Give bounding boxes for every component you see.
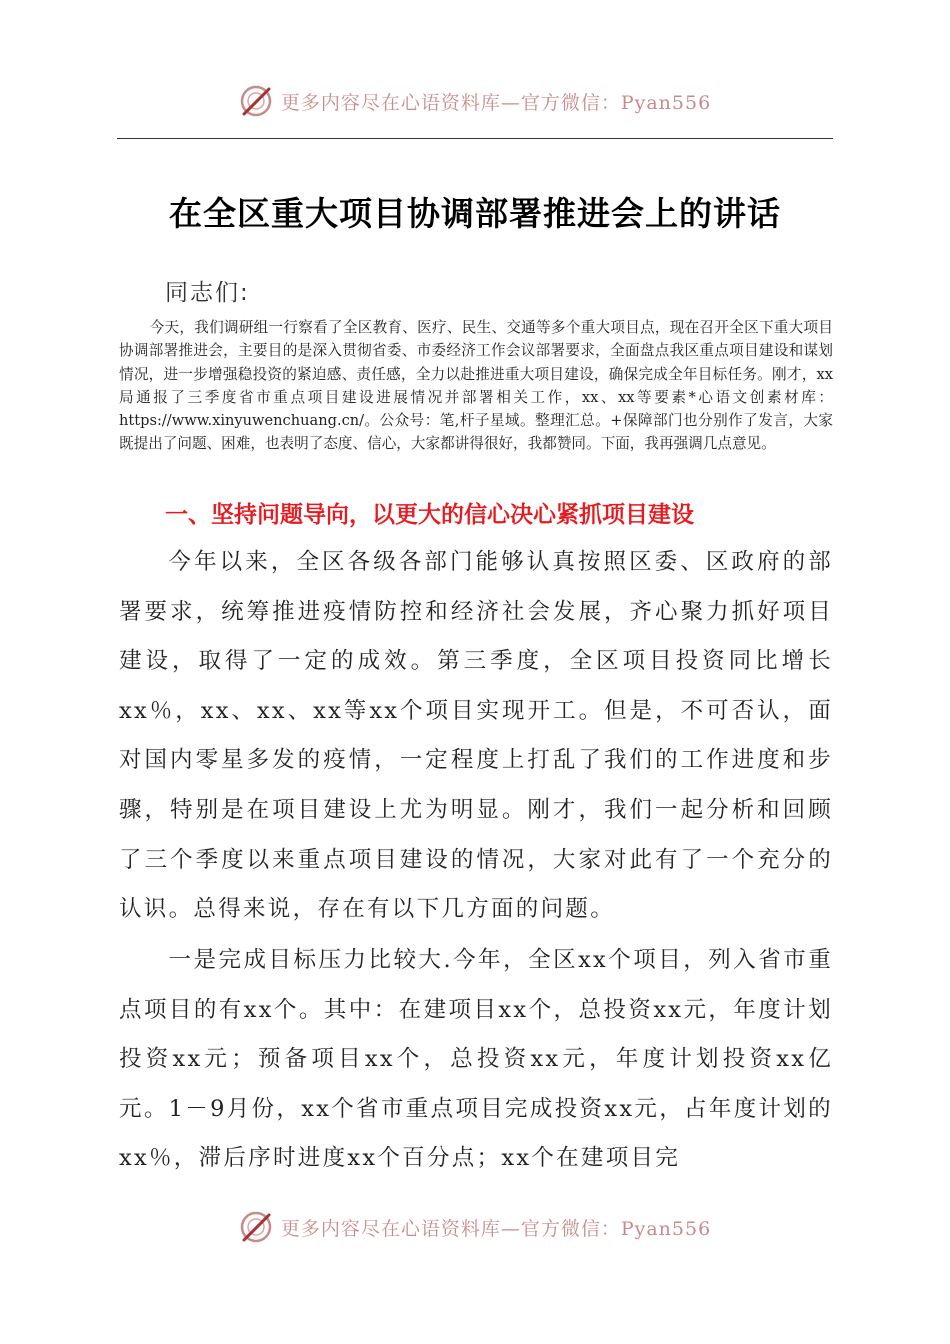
pen-logo-icon <box>239 84 273 118</box>
body-paragraph-2: 一是完成目标压力比较大.今年，全区xx个项目，列入省市重点项目的有xx个。其中：在建项目xx个，总投资xx元，年度计划投资xx元；预备项目xx个，总投资xx元，年度计划投资xx亿元。1－9月份，xx个省市重点项目完成投资xx元，占年度计划的xx％，滞后序时进度xx个百分点；xx个在建项目完 <box>119 947 833 1172</box>
salutation: 同志们: <box>165 280 250 306</box>
section-heading-1: 一、坚持问题导向，以更大的信心决心紧抓项目建设 <box>165 502 694 528</box>
pen-logo-icon <box>239 1210 273 1244</box>
watermark-text: 更多内容尽在心语资料库—官方微信：Pyan556 <box>280 91 712 114</box>
document-title: 在全区重大项目协调部署推进会上的讲话 <box>169 194 781 233</box>
intro-paragraph: 今天，我们调研组一行察看了全区教育、医疗、民生、交通等多个重大项目点，现在召开全区下重大项目协调部署推进会，主要目的是深入贯彻省委、市委经济工作会议部署要求，全面盘点我区重点项目建设和谋划情况，进一步增强稳投资的紧迫感、责任感，全力以赴推进重大项目建设，确保完成全年目标任务。刚才，xx局通报了三季度省市重点项目建设进展情况并部署相关工作，xx、xx等要素*心语文创素材库：https://www.xinyuwenchuang.cn/。公众号：笔,杆子星域。整理汇总。+保障部门也分别作了发言，大家既提出了问题、困难，也表明了态度、信心，大家都讲得很好，我都赞同。下面，我再强调几点意见。 <box>119 319 833 453</box>
footer-watermark <box>0 1210 950 1244</box>
header-divider <box>117 138 833 139</box>
header-watermark <box>0 84 950 118</box>
body-paragraph-1: 今年以来，全区各级各部门能够认真按照区委、区政府的部署要求，统筹推进疫情防控和经济社会发展，齐心聚力抓好项目建设，取得了一定的成效。第三季度，全区项目投资同比增长xx％，xx、xx、xx等xx个项目实现开工。但是，不可否认，面对国内零星多发的疫情，一定程度上打乱了我们的工作进度和步骤，特别是在项目建设上尤为明显。刚才，我们一起分析和回顾了三个季度以来重点项目建设的情况，大家对此有了一个充分的认识。总得来说，存在有以下几方面的问题。 <box>119 549 833 923</box>
watermark-text: 更多内容尽在心语资料库—官方微信：Pyan556 <box>280 1217 712 1240</box>
